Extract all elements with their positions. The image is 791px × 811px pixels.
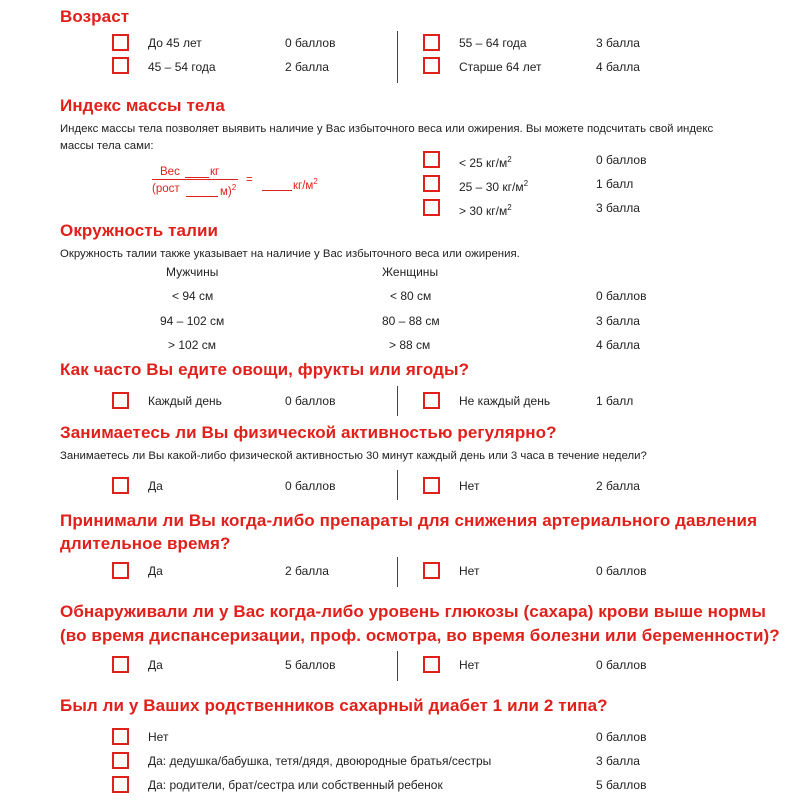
formula-equals: = bbox=[246, 174, 253, 186]
checkbox-bmi-over-30[interactable] bbox=[423, 199, 440, 216]
checkbox-relatives-extended[interactable] bbox=[112, 752, 129, 769]
column-header-women: Женщины bbox=[382, 265, 439, 279]
section-title-waist: Окружность талии bbox=[60, 221, 219, 240]
section-title-relatives: Был ли у Ваших родственников сахарный диабет 1 или 2 типа? bbox=[60, 696, 608, 715]
waist-women-value: 80 – 88 см bbox=[382, 314, 440, 328]
checkbox-age-over-64[interactable] bbox=[423, 57, 440, 74]
checkbox-bmi-25-30[interactable] bbox=[423, 175, 440, 192]
option-label: Да: дедушка/бабушка, тетя/дядя, двоюродные братья/сестры bbox=[148, 754, 492, 768]
option-score: 2 балла bbox=[285, 60, 329, 74]
formula-weight-blank bbox=[185, 177, 209, 178]
option-label: Нет bbox=[459, 564, 480, 578]
checkbox-activity-no[interactable] bbox=[423, 477, 440, 494]
unit-power: 2 bbox=[523, 179, 529, 188]
waist-women-value: < 80 см bbox=[390, 289, 432, 303]
option-label: 45 – 54 года bbox=[148, 60, 216, 74]
option-score: 3 балла bbox=[596, 201, 640, 215]
checkbox-relatives-close[interactable] bbox=[112, 776, 129, 793]
option-score: 4 балла bbox=[596, 60, 640, 74]
formula-result-power: 2 bbox=[313, 177, 318, 186]
formula-result-blank bbox=[262, 190, 292, 191]
checkbox-bp-no[interactable] bbox=[423, 562, 440, 579]
option-label: Да bbox=[148, 479, 163, 493]
option-label: Не каждый день bbox=[459, 394, 551, 408]
checkbox-activity-yes[interactable] bbox=[112, 477, 129, 494]
option-label: Нет bbox=[148, 730, 169, 744]
formula-weight: Вес bbox=[160, 166, 180, 178]
section-title-activity: Занимаетесь ли Вы физической активностью регулярно? bbox=[60, 423, 557, 442]
formula-height: (рост bbox=[152, 183, 180, 195]
option-label: 55 – 64 года bbox=[459, 36, 527, 50]
formula-result-unit: кг/м bbox=[293, 179, 314, 192]
checkbox-bmi-under-25[interactable] bbox=[423, 151, 440, 168]
divider bbox=[397, 557, 398, 587]
checkbox-age-45-54[interactable] bbox=[112, 57, 129, 74]
checkbox-glucose-yes[interactable] bbox=[112, 656, 129, 673]
activity-description: Занимаетесь ли Вы какой-либо физической активностью 30 минут каждый день или 3 часа в течение недели? bbox=[60, 450, 647, 462]
column-header-men: Мужчины bbox=[166, 265, 219, 279]
option-score: 1 балл bbox=[596, 177, 634, 191]
waist-description: Окружность талии также указывает на наличие у Вас избыточного веса или ожирения. bbox=[60, 248, 520, 260]
option-score: 2 балла bbox=[596, 479, 640, 493]
section-title-bp-line2: длительное время? bbox=[60, 534, 231, 553]
section-title-bmi: Индекс массы тела bbox=[60, 96, 225, 115]
formula-height-unit: м) bbox=[220, 185, 232, 198]
formula-height-blank bbox=[186, 196, 218, 197]
option-label: < 25 кг/м bbox=[459, 156, 508, 170]
waist-men-value: 94 – 102 см bbox=[160, 314, 225, 328]
divider bbox=[397, 31, 398, 83]
option-score: 0 баллов bbox=[285, 394, 336, 408]
formula-weight-unit: кг bbox=[210, 166, 220, 178]
unit-power: 2 bbox=[507, 203, 512, 212]
waist-men-value: < 94 см bbox=[172, 289, 214, 303]
option-score: 1 балл bbox=[596, 394, 634, 408]
option-score: 3 балла bbox=[596, 314, 640, 328]
checkbox-age-55-64[interactable] bbox=[423, 34, 440, 51]
waist-men-value: > 102 см bbox=[168, 338, 216, 352]
option-label: Да bbox=[148, 564, 163, 578]
option-score: 0 баллов bbox=[596, 730, 647, 744]
checkbox-relatives-no[interactable] bbox=[112, 728, 129, 745]
option-score: 0 баллов bbox=[596, 289, 647, 303]
option-score: 5 баллов bbox=[285, 658, 336, 672]
section-title-bp: Принимали ли Вы когда-либо препараты для снижения артериального давления bbox=[60, 511, 758, 530]
bmi-description: Индекс массы тела позволяет выявить наличие у Вас избыточного веса или ожирения. Вы можете подсчитать свой индекс массы тела сами: bbox=[60, 123, 714, 152]
option-label: Да bbox=[148, 658, 163, 672]
section-title-age: Возраст bbox=[60, 7, 130, 26]
checkbox-age-under-45[interactable] bbox=[112, 34, 129, 51]
option-label: Да: родители, брат/сестра или собственный ребенок bbox=[148, 778, 443, 792]
divider bbox=[397, 386, 398, 416]
option-score: 0 баллов bbox=[596, 658, 647, 672]
unit-power: 2 bbox=[507, 155, 512, 164]
option-label: 25 – 30 кг/м bbox=[459, 180, 524, 194]
option-label: > 30 кг/м bbox=[459, 204, 508, 218]
option-label: До 45 лет bbox=[148, 36, 202, 50]
option-score: 3 балла bbox=[596, 754, 640, 768]
option-label: Нет bbox=[459, 479, 480, 493]
option-label: Каждый день bbox=[148, 394, 222, 408]
option-score: 0 баллов bbox=[285, 479, 336, 493]
checkbox-veg-not-daily[interactable] bbox=[423, 392, 440, 409]
option-score: 3 балла bbox=[596, 36, 640, 50]
option-score: 0 баллов bbox=[596, 153, 647, 167]
option-score: 0 баллов bbox=[596, 564, 647, 578]
divider bbox=[397, 470, 398, 500]
option-label: Нет bbox=[459, 658, 480, 672]
formula-fraction-line bbox=[152, 179, 238, 180]
section-title-glucose: Обнаруживали ли у Вас когда-либо уровень глюкозы (сахара) крови выше нормы bbox=[60, 602, 767, 621]
option-label: Старше 64 лет bbox=[459, 60, 542, 74]
option-score: 4 балла bbox=[596, 338, 640, 352]
section-title-glucose-line2: (во время диспансеризации, проф. осмотра, во время болезни или беременности)? bbox=[60, 626, 780, 645]
option-score: 0 баллов bbox=[285, 36, 336, 50]
waist-women-value: > 88 см bbox=[389, 338, 431, 352]
section-title-vegetables: Как часто Вы едите овощи, фрукты или ягоды? bbox=[60, 360, 470, 379]
checkbox-bp-yes[interactable] bbox=[112, 562, 129, 579]
checkbox-glucose-no[interactable] bbox=[423, 656, 440, 673]
checkbox-veg-daily[interactable] bbox=[112, 392, 129, 409]
formula-power: 2 bbox=[231, 183, 237, 192]
option-score: 2 балла bbox=[285, 564, 329, 578]
option-score: 5 баллов bbox=[596, 778, 647, 792]
divider bbox=[397, 651, 398, 681]
